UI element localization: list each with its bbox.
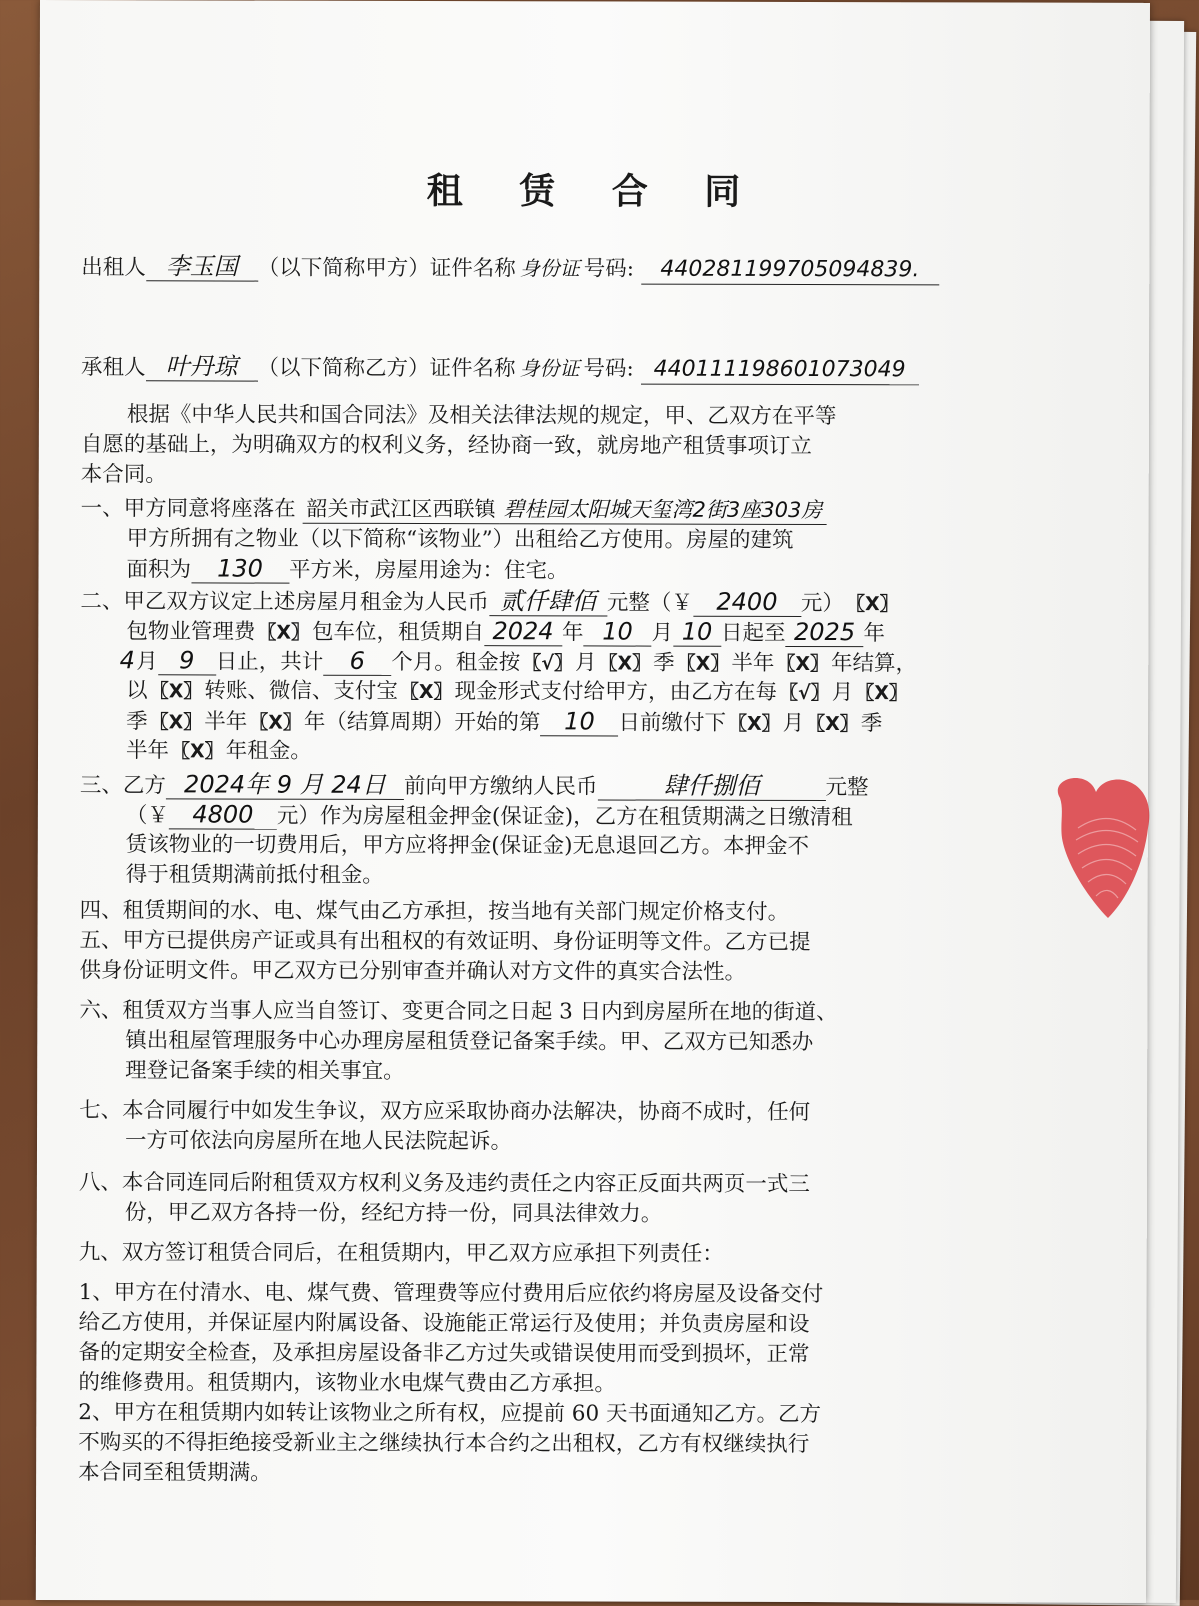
clause5-line: 供身份证明文件。甲乙双方已分别审查并确认对方文件的真实合法性。 [79,958,747,985]
clause1-line: 面积为 130 平方米，房屋用途为：住宅。 [126,554,569,584]
preamble-line: 根据《中华人民共和国合同法》及相关法律法规的规定，甲、乙双方在平等 [126,402,837,430]
clause2-line: 4月 9 日止，共计 6 个月。租金按 〖√〗月 〖X〗季 〖X〗半年 〖X〗年结算， [118,646,1103,680]
clause3-line: （￥ 4800 元）作为房屋租金押金(保证金)，乙方在租赁期满之日缴清租 [125,800,853,831]
checkbox-checked: 〖X〗 [257,621,311,644]
clause8-line: 八、本合同连同后附租赁双方权利义务及违约责任之内容正反面共两页一式三 [78,1170,810,1198]
clause5-line: 五、甲方已提供房产证或具有出租权的有效证明、身份证明等文件。乙方已提 [79,928,811,956]
lessor-line: 出租人 李玉国 （以下简称甲方）证件名称 身份证 号码: 440281199705094839. [81,252,1104,286]
lessee-line: 承租人 叶丹琼 （以下简称乙方）证件名称 身份证 号码: 440111198601073049 [81,352,1104,386]
item2-line: 本合同至租赁期满。 [78,1460,272,1486]
checkbox: 〖X〗 [776,652,830,676]
clause7-line: 七、本合同履行中如发生争议，双方应采取协商办法解决，协商不成时，任何 [79,1098,811,1126]
lessee-id-number: 440111198601073049 [641,356,919,386]
clause1-line: 甲方所拥有之物业（以下简称“该物业”）出租给乙方使用。房屋的建筑 [126,526,794,553]
clause4-line: 四、租赁期间的水、电、煤气由乙方承担，按当地有关部门规定价格支付。 [79,898,790,925]
clause7-line: 一方可依法向房屋所在地人民法院起诉。 [124,1128,513,1155]
clause9-line: 九、双方签订租赁合同后，在租赁期内，甲乙双方应承担下列责任： [78,1240,724,1267]
deposit-date: 2024年 9 月 24日 [166,770,404,800]
address-printed: 韶关市武江区西联镇 [302,495,499,525]
start-year: 2024 [484,617,562,646]
checkbox: 〖X〗 [727,712,781,735]
item1-line: 给乙方使用，并保证屋内附属设备、设施能正常运行及使用；并负责房屋和设 [78,1310,810,1338]
checkbox-checked: 〖√〗 [779,681,830,705]
checkbox: 〖X〗 [171,740,224,763]
deposit-number: 4800 [169,800,277,829]
clause6-line: 理登记备案手续的相关事宜。 [125,1058,405,1084]
item1-line: 1、甲方在付清水、电、煤气费、管理费等应付费用后应依约将房屋及设备交付 [78,1280,824,1308]
lessee-name: 叶丹琼 [146,352,258,381]
checkbox: 〖X〗 [149,680,203,703]
checkbox: 〖X〗 [249,711,302,734]
lessee-id-type: 身份证 [519,356,580,381]
checkbox-checked: 〖√〗 [522,652,574,675]
rent-words: 贰仟肆佰 [489,587,607,616]
rent-number: 2400 [693,588,801,617]
total-months: 6 [323,647,391,676]
clause3-line: 三、乙方 2024年 9 月 24日 前向甲方缴纳人民币 肆仟捌佰 元整 [79,770,869,801]
pay-day: 10 [540,707,618,736]
preamble-line: 自愿的基础上，为明确双方的权利义务，经协商一致，就房地产租赁事项订立 [80,432,812,460]
page-title: 租 赁 合 同 [426,170,763,213]
lessor-name: 李玉国 [146,252,258,281]
clause3-line: 得于租赁期满前抵付租金。 [125,862,384,888]
clause6-line: 镇出租屋管理服务中心办理房屋租赁登记备案手续。甲、乙双方已知悉办 [125,1028,814,1056]
clause2-line: 以 〖X〗转账、微信、支付宝 〖X〗现金形式支付给甲方，由乙方在每 〖√〗月 〖X〗 [126,676,1103,709]
lessor-id-number: 440281199705094839. [641,256,939,286]
end-month: 4 [119,646,135,675]
preamble-line: 本合同。 [80,462,167,488]
deposit-words: 肆仟捌佰 [597,771,825,801]
start-day: 10 [673,618,721,647]
item1-line: 备的定期安全检查，及承担房屋设备非乙方过失或错误使用而受到损坏，正常 [78,1340,810,1368]
checkbox: 〖X〗 [149,711,203,734]
end-day: 9 [158,646,216,675]
lessor-id-type: 身份证 [519,256,580,281]
item2-line: 不购买的不得拒绝接受新业主之继续执行本合约之出租权，乙方有权继续执行 [78,1430,810,1458]
clause2-line: 季 〖X〗半年 〖X〗年（结算周期）开始的第 10 日前缴付下 〖X〗月 〖X〗季 [126,706,1103,740]
clause2-line: 二、甲乙双方议定上述房屋月租金为人民币 贰仟肆佰 元整（￥ 2400 元） 〖X〗 [80,586,1103,620]
checkbox: 〖X〗 [676,652,730,675]
checkbox: 〖X〗 [855,682,908,705]
clause2-line: 半年 〖X〗年租金。 [126,736,1103,769]
clause3-line: 赁该物业的一切费用后，甲方应将押金(保证金)无息退回乙方。本押金不 [125,832,810,860]
clause2-line: 包物业管理费 〖X〗包车位，租赁期自 2024 年 10 月 10 日起至 2025 年 [126,617,886,647]
checkbox: 〖X〗 [598,652,652,675]
contract-page [36,0,1150,1603]
end-year: 2025 [786,618,864,647]
clause1-line: 一、甲方同意将座落在 韶关市武江区西联镇 碧桂园太阳城天玺湾2街3座303房 [81,494,1104,527]
item1-line: 的维修费用。租赁期内，该物业水电煤气费由乙方承担。 [78,1370,616,1397]
clause6-line: 六、租赁双方当事人应当自签订、变更合同之日起 3 日内到房屋所在地的街道、 [79,998,838,1026]
checkbox-checked: 〖X〗 [845,593,899,616]
start-month: 10 [584,617,652,646]
checkbox: 〖X〗 [806,713,859,736]
red-fingerprint-icon [1048,768,1168,928]
item2-line: 2、甲方在租赁期内如转让该物业之所有权，应提前 60 天书面通知乙方。乙方 [78,1400,822,1428]
clause8-line: 份，甲乙双方各持一份，经纪方持一份，同具法律效力。 [124,1200,663,1227]
area-value: 130 [191,554,289,583]
checkbox: 〖X〗 [399,680,453,704]
address-handwritten: 碧桂园太阳城天玺湾2街3座303房 [499,495,826,525]
